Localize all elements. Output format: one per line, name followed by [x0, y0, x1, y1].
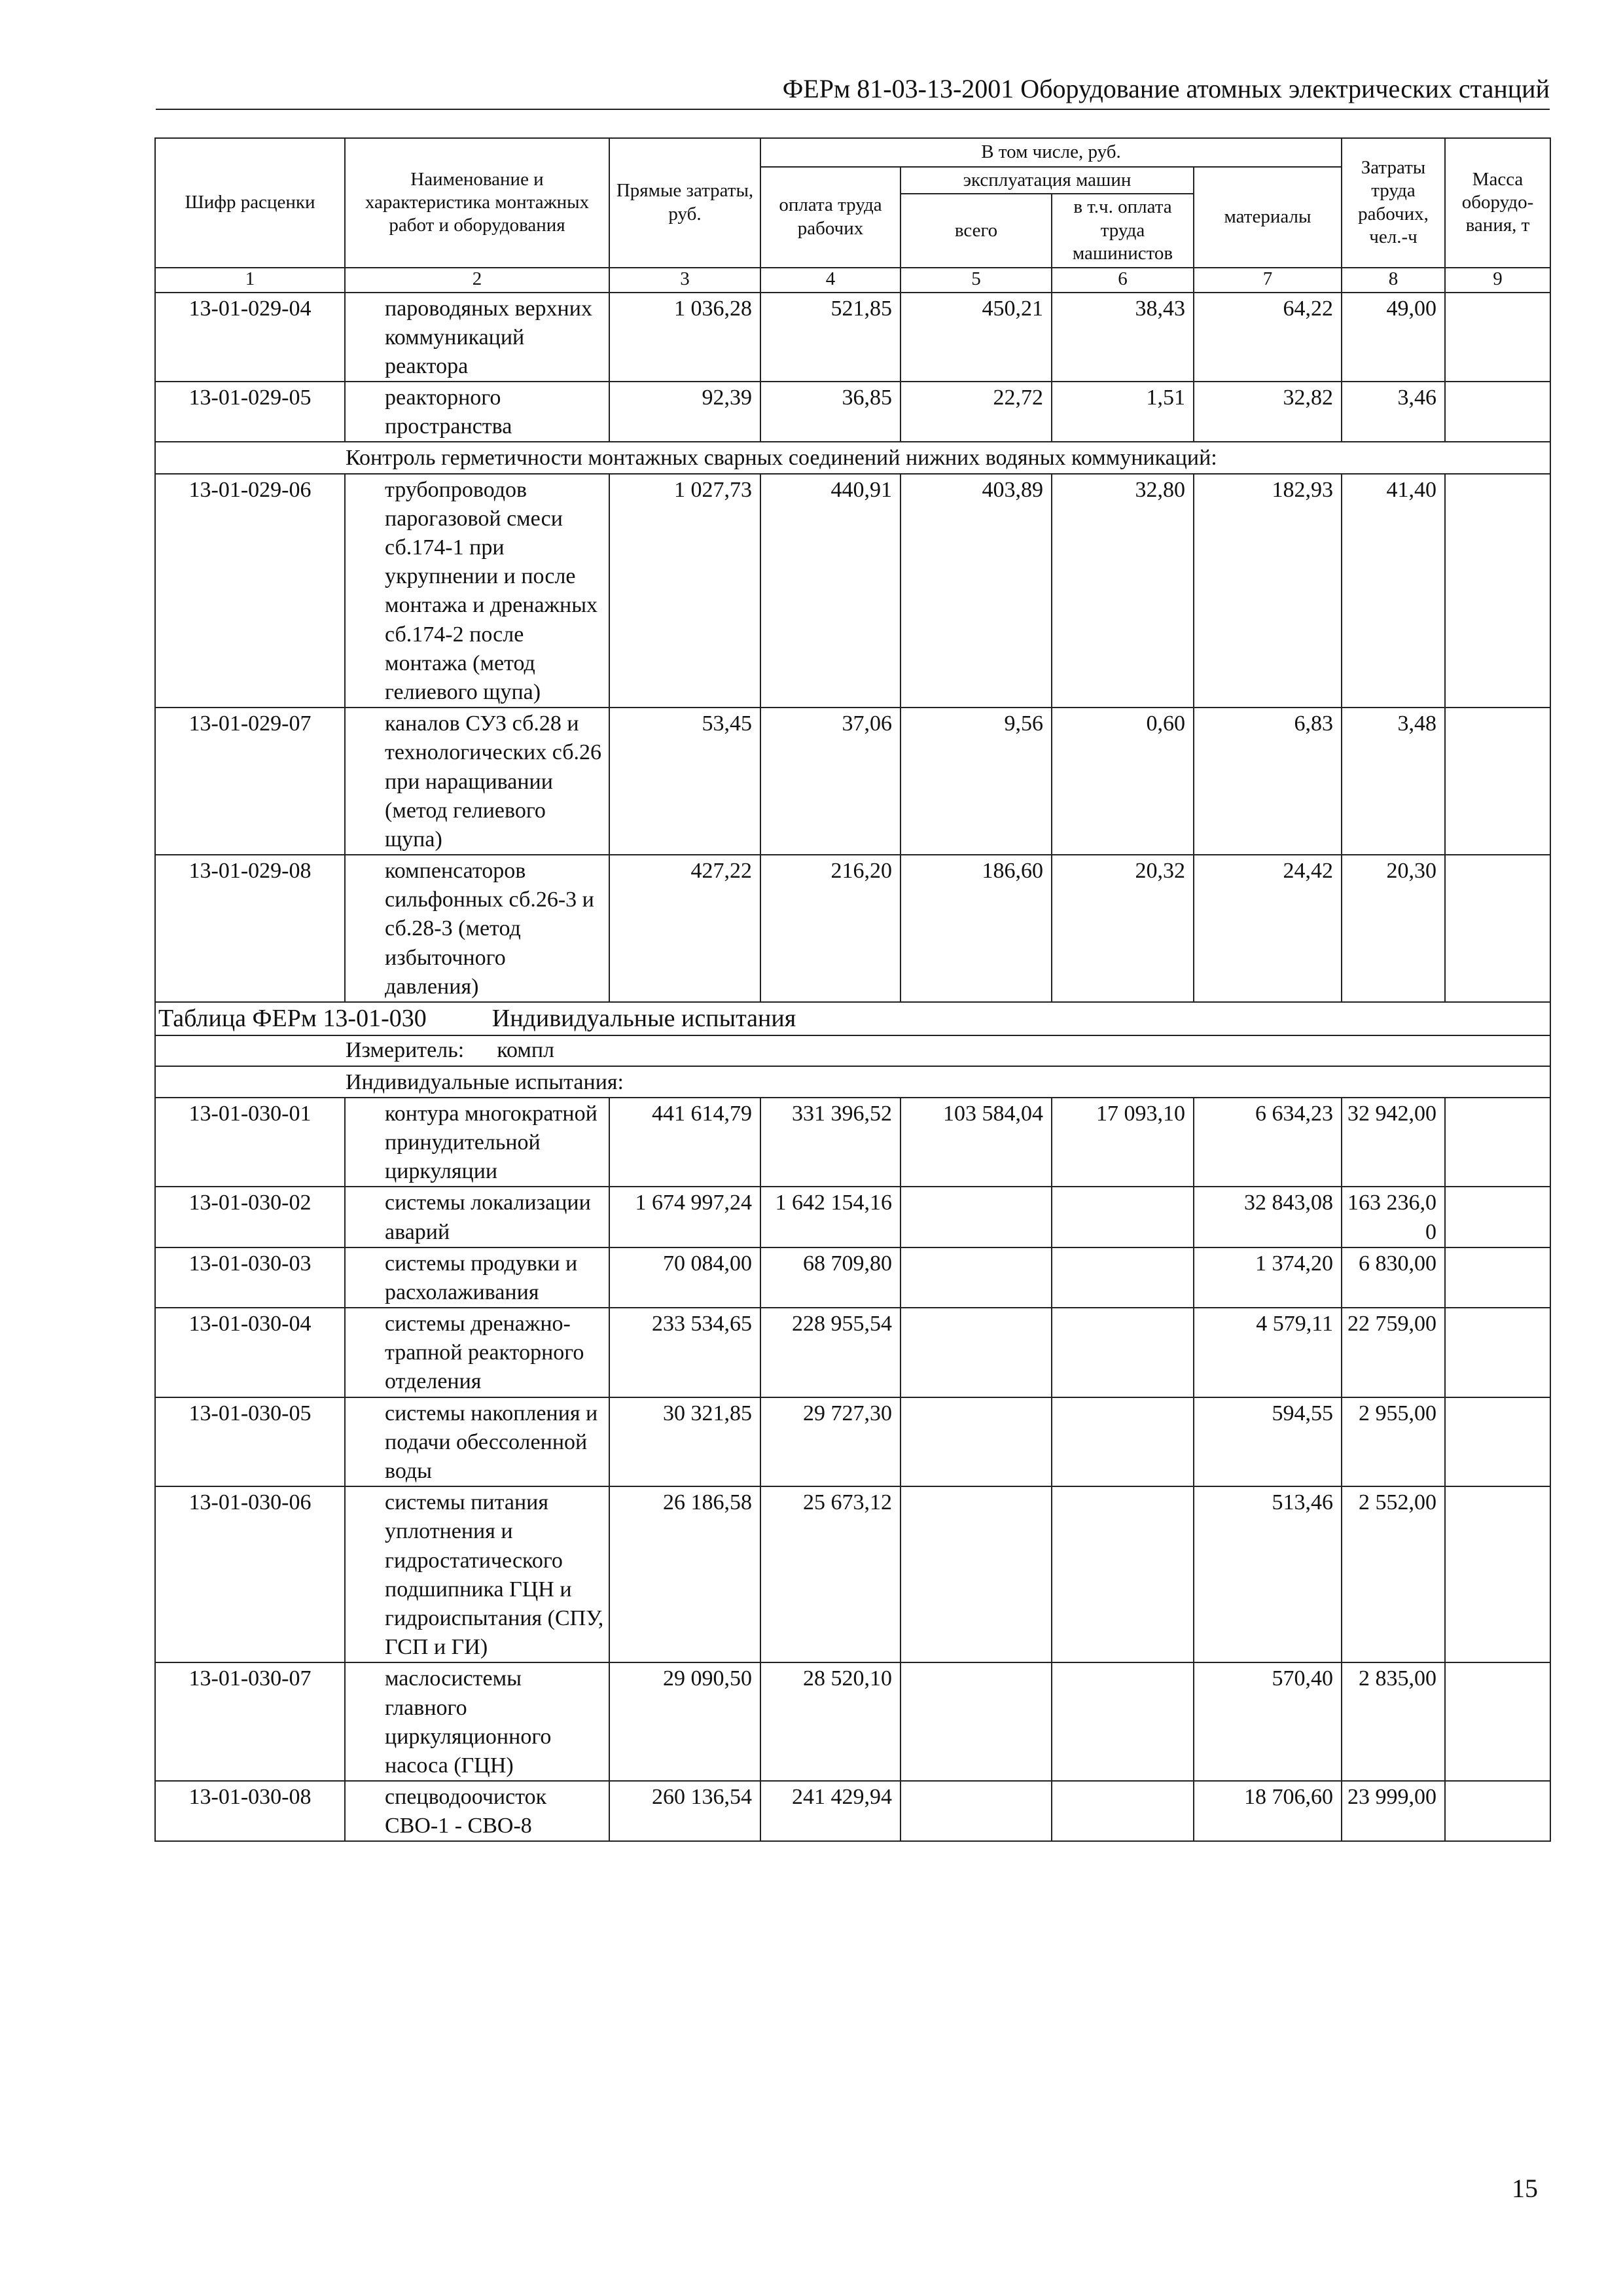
rate-code: 13-01-030-08	[155, 1781, 345, 1841]
table-row	[155, 855, 1550, 1002]
rate-code: 13-01-029-07	[155, 708, 345, 855]
equipment-mass	[1445, 382, 1550, 442]
materials-cost: 32 843,08	[1194, 1187, 1342, 1247]
rows-group-c	[155, 1098, 1550, 1842]
equipment-mass	[1445, 855, 1550, 1002]
materials-cost: 570,40	[1194, 1662, 1342, 1781]
work-name: системы продувки и расхолаживания	[345, 1247, 609, 1308]
worker-wages: 440,91	[760, 474, 901, 708]
materials-cost: 6,83	[1194, 708, 1342, 855]
direct-cost: 92,39	[609, 382, 760, 442]
labor-hours: 3,48	[1342, 708, 1445, 855]
machine-cost-total: 186,60	[901, 855, 1052, 1002]
work-name: компенсаторов сильфонных сб.26-3 и сб.28-3 (метод избыточного давления)	[345, 855, 609, 1002]
header-rule	[156, 109, 1550, 110]
col-number: 2	[345, 268, 609, 293]
machine-cost-total	[901, 1308, 1052, 1397]
labor-hours: 3,46	[1342, 382, 1445, 442]
work-name: трубопроводов парогазовой смеси сб.174-1 при укрупнении и после монтажа и дренажных сб.174-2 после монтажа (метод гелиевого щупа)	[345, 474, 609, 708]
machine-cost-total: 403,89	[901, 474, 1052, 708]
measure	[155, 1035, 1550, 1066]
table-label: Таблица ФЕРм 13-01-030	[158, 1005, 427, 1032]
table-heading	[155, 1002, 1550, 1035]
work-name: системы дренажно-трапной реакторного отделения	[345, 1308, 609, 1397]
equipment-mass	[1445, 1662, 1550, 1781]
machine-cost-total	[901, 1662, 1052, 1781]
table-row	[155, 1247, 1550, 1308]
labor-hours: 2 552,00	[1342, 1486, 1445, 1662]
section-row	[155, 1066, 1550, 1098]
equipment-mass	[1445, 708, 1550, 855]
work-name: пароводяных верхних коммуникаций реактора	[345, 293, 609, 382]
materials-cost: 18 706,60	[1194, 1781, 1342, 1841]
col-number: 6	[1052, 268, 1194, 293]
rows-group-a	[155, 293, 1550, 442]
col-number: 7	[1194, 268, 1342, 293]
machine-cost-total: 22,72	[901, 382, 1052, 442]
rate-code: 13-01-029-04	[155, 293, 345, 382]
equipment-mass	[1445, 1781, 1550, 1841]
materials-cost: 594,55	[1194, 1397, 1342, 1487]
table-row	[155, 1098, 1550, 1187]
header-wages: оплата труда рабочих	[760, 167, 901, 268]
machine-cost-total	[901, 1187, 1052, 1247]
labor-hours: 163 236,00	[1342, 1187, 1445, 1247]
machinist-wages: 20,32	[1052, 855, 1194, 1002]
header-mass: Масса оборудо-вания, т	[1445, 138, 1550, 268]
table-row	[155, 1397, 1550, 1487]
direct-cost: 70 084,00	[609, 1247, 760, 1308]
labor-hours: 2 835,00	[1342, 1662, 1445, 1781]
machine-cost-total: 450,21	[901, 293, 1052, 382]
header-code: Шифр расценки	[155, 138, 345, 268]
rate-code: 13-01-029-08	[155, 855, 345, 1002]
work-name: маслосистемы главного циркуляционного насоса (ГЦН)	[345, 1662, 609, 1781]
machinist-wages: 1,51	[1052, 382, 1194, 442]
page-header-title: ФЕРм 81-03-13-2001 Оборудование атомных электрических станций	[782, 74, 1550, 103]
materials-cost: 1 374,20	[1194, 1247, 1342, 1308]
rate-code: 13-01-030-05	[155, 1397, 345, 1487]
header-including: В том числе, руб.	[760, 138, 1342, 167]
work-name: реакторного пространства	[345, 382, 609, 442]
equipment-mass	[1445, 474, 1550, 708]
equipment-mass	[1445, 293, 1550, 382]
header-labor: Затраты труда рабочих, чел.-ч	[1342, 138, 1445, 268]
worker-wages: 228 955,54	[760, 1308, 901, 1397]
machinist-wages	[1052, 1662, 1194, 1781]
rate-code: 13-01-030-04	[155, 1308, 345, 1397]
measure-value: компл	[497, 1038, 555, 1063]
worker-wages: 68 709,80	[760, 1247, 901, 1308]
direct-cost: 233 534,65	[609, 1308, 760, 1397]
header-direct: Прямые затраты, руб.	[609, 138, 760, 268]
machinist-wages	[1052, 1187, 1194, 1247]
machine-cost-total	[901, 1781, 1052, 1841]
rate-code: 13-01-030-01	[155, 1098, 345, 1187]
labor-hours: 20,30	[1342, 855, 1445, 1002]
machinist-wages: 17 093,10	[1052, 1098, 1194, 1187]
worker-wages: 28 520,10	[760, 1662, 901, 1781]
table-row	[155, 1187, 1550, 1247]
work-name: контура многократной принудительной циркуляции	[345, 1098, 609, 1187]
rows-group-b	[155, 474, 1550, 1002]
direct-cost: 26 186,58	[609, 1486, 760, 1662]
machine-cost-total	[901, 1397, 1052, 1487]
rate-code: 13-01-030-03	[155, 1247, 345, 1308]
direct-cost: 1 027,73	[609, 474, 760, 708]
header-machines: эксплуатация машин	[901, 167, 1194, 194]
machinist-wages: 32,80	[1052, 474, 1194, 708]
machinist-wages	[1052, 1486, 1194, 1662]
worker-wages: 331 396,52	[760, 1098, 901, 1187]
machinist-wages	[1052, 1397, 1194, 1487]
direct-cost: 427,22	[609, 855, 760, 1002]
equipment-mass	[1445, 1486, 1550, 1662]
table-row	[155, 293, 1550, 382]
col-number: 1	[155, 268, 345, 293]
table-row	[155, 708, 1550, 855]
labor-hours: 2 955,00	[1342, 1397, 1445, 1487]
col-number: 8	[1342, 268, 1445, 293]
measure-row	[155, 1035, 1550, 1066]
col-number: 3	[609, 268, 760, 293]
labor-hours: 22 759,00	[1342, 1308, 1445, 1397]
materials-cost: 32,82	[1194, 382, 1342, 442]
table-heading-row	[155, 1002, 1550, 1035]
rate-code: 13-01-030-06	[155, 1486, 345, 1662]
worker-wages: 1 642 154,16	[760, 1187, 901, 1247]
section-title: Индивидуальные испытания:	[155, 1066, 1550, 1098]
section-title: Контроль герметичности монтажных сварных соединений нижних водяных коммуникаций:	[155, 442, 1550, 473]
table-row	[155, 474, 1550, 708]
worker-wages: 25 673,12	[760, 1486, 901, 1662]
rate-code: 13-01-030-02	[155, 1187, 345, 1247]
work-name: системы накопления и подачи обессоленной воды	[345, 1397, 609, 1487]
col-number: 5	[901, 268, 1052, 293]
header-machines-total: всего	[901, 194, 1052, 267]
table-row	[155, 1781, 1550, 1841]
labor-hours: 41,40	[1342, 474, 1445, 708]
machinist-wages	[1052, 1247, 1194, 1308]
table-row	[155, 1308, 1550, 1397]
materials-cost: 24,42	[1194, 855, 1342, 1002]
worker-wages: 216,20	[760, 855, 901, 1002]
labor-hours: 49,00	[1342, 293, 1445, 382]
materials-cost: 513,46	[1194, 1486, 1342, 1662]
equipment-mass	[1445, 1397, 1550, 1487]
labor-hours: 23 999,00	[1342, 1781, 1445, 1841]
work-name: системы питания уплотнения и гидростатического подшипника ГЦН и гидроиспытания (СПУ, ГСП и ГИ)	[345, 1486, 609, 1662]
materials-cost: 6 634,23	[1194, 1098, 1342, 1187]
table-row	[155, 382, 1550, 442]
machinist-wages	[1052, 1308, 1194, 1397]
direct-cost: 29 090,50	[609, 1662, 760, 1781]
section-row	[155, 442, 1550, 473]
materials-cost: 64,22	[1194, 293, 1342, 382]
page-number: 15	[1512, 2174, 1538, 2203]
machine-cost-total: 9,56	[901, 708, 1052, 855]
materials-cost: 4 579,11	[1194, 1308, 1342, 1397]
column-number-row	[155, 268, 1550, 293]
equipment-mass	[1445, 1098, 1550, 1187]
machinist-wages	[1052, 1781, 1194, 1841]
col-number: 4	[760, 268, 901, 293]
header-machines-wages: в т.ч. оплата труда машинистов	[1052, 194, 1194, 267]
machine-cost-total: 103 584,04	[901, 1098, 1052, 1187]
header-name: Наименование и характеристика монтажных работ и оборудования	[345, 138, 609, 268]
rate-code: 13-01-029-05	[155, 382, 345, 442]
labor-hours: 6 830,00	[1342, 1247, 1445, 1308]
work-name: спецводоочисток СВО-1 - СВО-8	[345, 1781, 609, 1841]
worker-wages: 241 429,94	[760, 1781, 901, 1841]
machinist-wages: 0,60	[1052, 708, 1194, 855]
col-number: 9	[1445, 268, 1550, 293]
table-row	[155, 1662, 1550, 1781]
header-materials: материалы	[1194, 167, 1342, 268]
machine-cost-total	[901, 1247, 1052, 1308]
equipment-mass	[1445, 1308, 1550, 1397]
work-name: системы локализации аварий	[345, 1187, 609, 1247]
work-name: каналов СУЗ сб.28 и технологических сб.26 при наращивании (метод гелиевого щупа)	[345, 708, 609, 855]
table-row	[155, 1486, 1550, 1662]
direct-cost: 441 614,79	[609, 1098, 760, 1187]
direct-cost: 53,45	[609, 708, 760, 855]
worker-wages: 29 727,30	[760, 1397, 901, 1487]
direct-cost: 1 674 997,24	[609, 1187, 760, 1247]
worker-wages: 37,06	[760, 708, 901, 855]
worker-wages: 521,85	[760, 293, 901, 382]
rates-table	[154, 137, 1551, 1842]
machine-cost-total	[901, 1486, 1052, 1662]
worker-wages: 36,85	[760, 382, 901, 442]
rate-code: 13-01-030-07	[155, 1662, 345, 1781]
materials-cost: 182,93	[1194, 474, 1342, 708]
rate-code: 13-01-029-06	[155, 474, 345, 708]
table-title: Индивидуальные испытания	[491, 1005, 796, 1032]
direct-cost: 30 321,85	[609, 1397, 760, 1487]
equipment-mass	[1445, 1187, 1550, 1247]
measure-label: Измеритель:	[346, 1038, 465, 1063]
direct-cost: 260 136,54	[609, 1781, 760, 1841]
equipment-mass	[1445, 1247, 1550, 1308]
direct-cost: 1 036,28	[609, 293, 760, 382]
labor-hours: 32 942,00	[1342, 1098, 1445, 1187]
machinist-wages: 38,43	[1052, 293, 1194, 382]
